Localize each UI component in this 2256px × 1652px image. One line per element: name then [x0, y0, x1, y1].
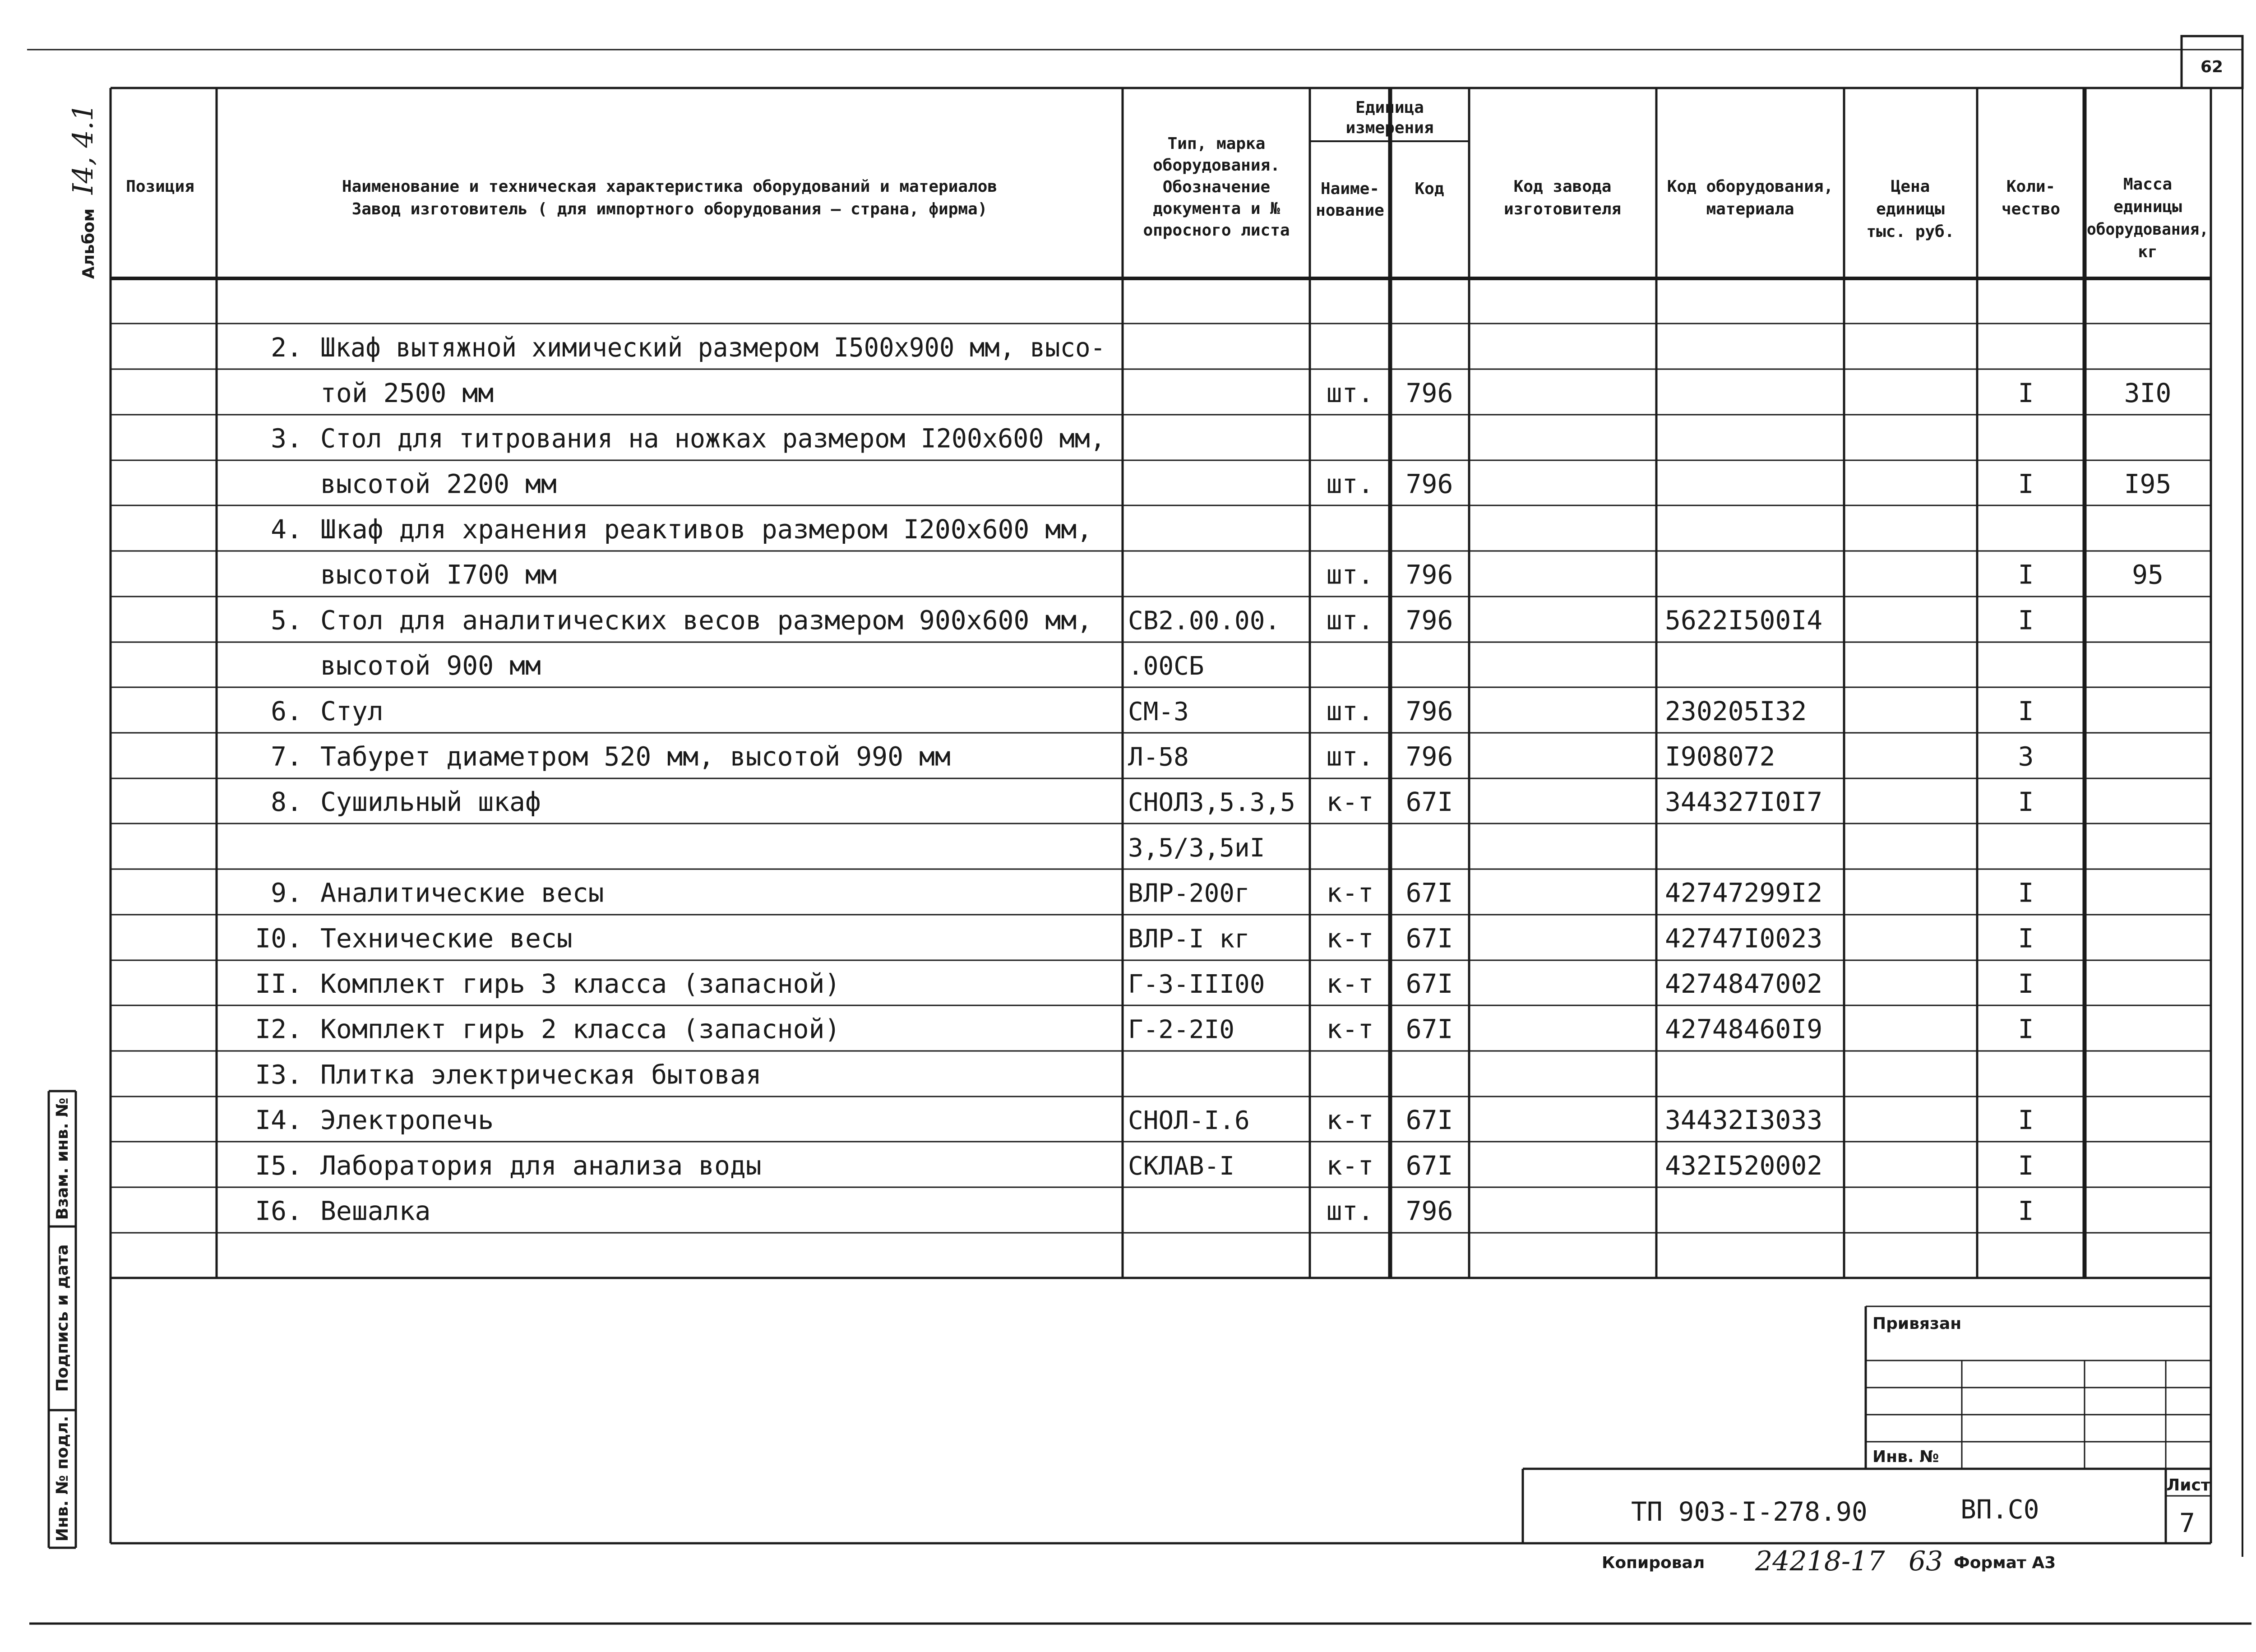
header-unit-name-1: Наиме-	[1320, 180, 1380, 198]
cell-qty: 3	[2018, 741, 2034, 772]
table-row	[271, 787, 2034, 817]
cell-type: СНОЛ3,5.3,5	[1128, 788, 1295, 818]
table-row	[255, 1014, 2034, 1045]
header-unit-name-2: нование	[1316, 201, 1384, 220]
cell-name: той 2500 мм	[320, 377, 494, 408]
cell-type: ВЛР-200г	[1128, 879, 1250, 908]
cell-num: 7.	[271, 741, 302, 772]
cell-unit: к-т	[1326, 1150, 1374, 1181]
cell-name: Стол для титрования на ножках размером I200х600 мм,	[320, 423, 1105, 454]
cell-equip: 432I520002	[1665, 1150, 1823, 1181]
cell-name: Стол для аналитических весов размером 900х600 мм,	[320, 605, 1093, 636]
cell-equip: 344327I0I7	[1665, 787, 1823, 818]
cell-num: I4.	[255, 1105, 302, 1136]
table-row	[271, 605, 2034, 635]
cell-name: Плитка электрическая бытовая	[320, 1059, 762, 1090]
cell-name: Технические весы	[320, 923, 573, 954]
cell-name: Аналитические весы	[320, 877, 604, 908]
footer-handwritten-no: 24218-17	[1755, 1546, 1885, 1577]
cell-type: 3,5/3,5иI	[1128, 833, 1265, 863]
stamp-inv-no: Инв. №	[1872, 1448, 1939, 1466]
cell-qty: I	[2018, 787, 2034, 818]
cell-equip: 42747299I2	[1665, 877, 1823, 908]
cell-name: высотой 2200 мм	[320, 468, 557, 500]
table-row	[255, 1059, 762, 1090]
cell-code: 67I	[1405, 877, 1453, 908]
cell-code: 796	[1405, 468, 1453, 500]
cell-unit: шт.	[1326, 559, 1374, 590]
cell-type: Л-58	[1128, 742, 1189, 772]
header-price-1: Цена	[1891, 177, 1930, 196]
table-row	[271, 332, 1105, 363]
cell-unit: к-т	[1326, 1013, 1374, 1045]
cell-equip: I908072	[1665, 741, 1775, 772]
stamp-list-label: Лист	[2166, 1476, 2210, 1495]
cell-name: высотой 900 мм	[320, 650, 541, 681]
footer-copied: Копировал	[1602, 1554, 1705, 1572]
table-row	[271, 878, 2034, 908]
cell-qty: I	[2018, 1195, 2034, 1226]
cell-code: 796	[1405, 559, 1453, 590]
header-qty-1: Коли-	[2006, 177, 2056, 196]
cell-name: Электропечь	[320, 1105, 494, 1136]
cell-type: .00СБ	[1128, 652, 1204, 681]
cell-name: Лаборатория для анализа воды	[320, 1150, 762, 1181]
header-equip-code-2: материала	[1706, 200, 1794, 218]
cell-equip: 42748460I9	[1665, 1013, 1823, 1045]
cell-name: Комплект гирь 3 класса (запасной)	[320, 968, 841, 999]
header-unit-1: Единица	[1355, 98, 1424, 117]
cell-name: высотой I700 мм	[320, 559, 557, 590]
cell-qty: I	[2018, 923, 2034, 954]
sheet-number: 62	[2200, 58, 2224, 76]
cell-unit: шт.	[1326, 468, 1374, 500]
header-price-3: тыс. руб.	[1866, 222, 1955, 241]
header-position: Позиция	[126, 177, 194, 196]
table-row	[271, 514, 1092, 545]
cell-mass: 95	[2132, 559, 2164, 590]
stamp-privyazan: Привязан	[1872, 1314, 1962, 1333]
cell-type: ВЛР-I кг	[1128, 924, 1250, 954]
cell-unit: к-т	[1326, 968, 1374, 999]
cell-code: 67I	[1405, 923, 1453, 954]
cell-equip: 4274847002	[1665, 968, 1823, 999]
cell-type: Г-3-III00	[1128, 970, 1265, 999]
cell-unit: к-т	[1326, 923, 1374, 954]
cell-num: 6.	[271, 695, 302, 727]
table-row	[271, 423, 1105, 454]
header-name-line2: Завод изготовитель ( для импортного оборудования – страна, фирма)	[351, 200, 988, 218]
cell-qty: I	[2018, 1013, 2034, 1045]
cell-unit: к-т	[1326, 787, 1374, 818]
label-podpis-data: Подпись и дата	[53, 1244, 72, 1392]
header-type-3: Обозначение	[1162, 178, 1271, 196]
cell-num: 3.	[271, 423, 302, 454]
footer-format: Формат А3	[1954, 1554, 2056, 1572]
cell-num: I3.	[255, 1059, 302, 1090]
table-row	[255, 923, 2034, 953]
cell-num: I0.	[255, 923, 302, 954]
header-name-line1: Наименование и техническая характеристика оборудований и материалов	[342, 177, 998, 196]
cell-num: I2.	[255, 1013, 302, 1045]
cell-unit: шт.	[1326, 695, 1374, 727]
cell-num: 2.	[271, 332, 302, 363]
cell-unit: шт.	[1326, 741, 1374, 772]
cell-num: I6.	[255, 1195, 302, 1226]
header-mass-4: кг	[2138, 243, 2158, 261]
stamp-doc-suffix: ВП.С0	[1960, 1494, 2039, 1525]
header-mass-1: Масса	[2123, 175, 2173, 194]
stamp-list-no: 7	[2179, 1508, 2195, 1538]
cell-num: II.	[255, 968, 302, 999]
cell-name: Шкаф вытяжной химический размером I500х900 мм, высо-	[320, 332, 1105, 363]
cell-qty: I	[2018, 605, 2034, 636]
cell-name: Комплект гирь 2 класса (запасной)	[320, 1013, 841, 1045]
cell-type: СВ2.00.00.	[1128, 606, 1281, 636]
header-equip-code-1: Код оборудования,	[1667, 177, 1834, 196]
cell-name: Шкаф для хранения реактивов размером I200х600 мм,	[320, 514, 1093, 545]
cell-qty: I	[2018, 695, 2034, 727]
cell-qty: I	[2018, 968, 2034, 999]
cell-qty: I	[2018, 877, 2034, 908]
cell-name: Вешалка	[320, 1195, 431, 1226]
header-mass-2: единицы	[2113, 198, 2182, 216]
cell-code: 796	[1405, 377, 1453, 408]
cell-code: 67I	[1405, 968, 1453, 999]
header-plant-code-1: Код завода	[1513, 177, 1612, 196]
cell-qty: I	[2018, 559, 2034, 590]
table-row	[1128, 833, 1265, 863]
album-handwritten: I4, 4.1	[66, 103, 99, 194]
cell-code: 796	[1405, 1195, 1453, 1226]
cell-unit: шт.	[1326, 605, 1374, 636]
label-inv-podl: Инв. № подл.	[53, 1416, 72, 1542]
cell-unit: шт.	[1326, 377, 1374, 408]
cell-code: 796	[1405, 695, 1453, 727]
cell-code: 67I	[1405, 787, 1453, 818]
cell-type: Г-2-2I0	[1128, 1015, 1235, 1045]
cell-num: 4.	[271, 514, 302, 545]
cell-name: Табурет диаметром 520 мм, высотой 990 мм	[320, 741, 951, 772]
cell-qty: I	[2018, 377, 2034, 408]
header-mass-3: оборудования,	[2087, 220, 2209, 239]
header-price-2: единицы	[1876, 200, 1945, 218]
table-row	[255, 968, 2034, 999]
cell-num: 8.	[271, 787, 302, 818]
cell-num: 9.	[271, 877, 302, 908]
header-plant-code-2: изготовителя	[1503, 200, 1622, 218]
cell-code: 796	[1405, 741, 1453, 772]
cell-type: СМ-3	[1128, 697, 1189, 727]
cell-code: 67I	[1405, 1150, 1453, 1181]
footer-handwritten-page: 63	[1909, 1546, 1943, 1577]
cell-mass: I95	[2124, 468, 2172, 500]
cell-name: Сушильный шкаф	[320, 787, 541, 818]
cell-mass: 3I0	[2124, 377, 2172, 408]
cell-code: 67I	[1405, 1013, 1453, 1045]
cell-unit: шт.	[1326, 1195, 1374, 1226]
cell-equip: 34432I3033	[1665, 1105, 1823, 1136]
label-album: Альбом	[79, 208, 98, 279]
cell-qty: I	[2018, 1105, 2034, 1136]
table-row	[271, 741, 2034, 772]
cell-type: СНОЛ-I.6	[1128, 1106, 1250, 1136]
cell-type: СКЛАВ-I	[1128, 1151, 1235, 1181]
header-type-1: Тип, марка	[1167, 134, 1266, 153]
cell-qty: I	[2018, 1150, 2034, 1181]
cell-unit: к-т	[1326, 877, 1374, 908]
cell-unit: к-т	[1326, 1105, 1374, 1136]
cell-name: Стул	[320, 695, 384, 727]
header-unit-code: Код	[1415, 180, 1444, 198]
stamp-doc-code: ТП 903-I-278.90	[1631, 1496, 1868, 1527]
header-type-5: опросного листа	[1143, 221, 1290, 240]
cell-qty: I	[2018, 468, 2034, 500]
cell-equip: 230205I32	[1665, 695, 1807, 727]
header-type-2: оборудования.	[1153, 156, 1280, 175]
table-row	[255, 1150, 2034, 1181]
header-unit-2: измерения	[1345, 119, 1434, 137]
cell-equip: 42747I0023	[1665, 923, 1823, 954]
cell-equip: 5622I500I4	[1665, 605, 1823, 636]
cell-num: 5.	[271, 605, 302, 636]
header-qty-2: чество	[2001, 200, 2061, 218]
cell-num: I5.	[255, 1150, 302, 1181]
cell-code: 67I	[1405, 1105, 1453, 1136]
header-type-4: документа и №	[1153, 199, 1280, 218]
label-vzam-inv: Взам. инв. №	[53, 1097, 72, 1220]
cell-code: 796	[1405, 605, 1453, 636]
